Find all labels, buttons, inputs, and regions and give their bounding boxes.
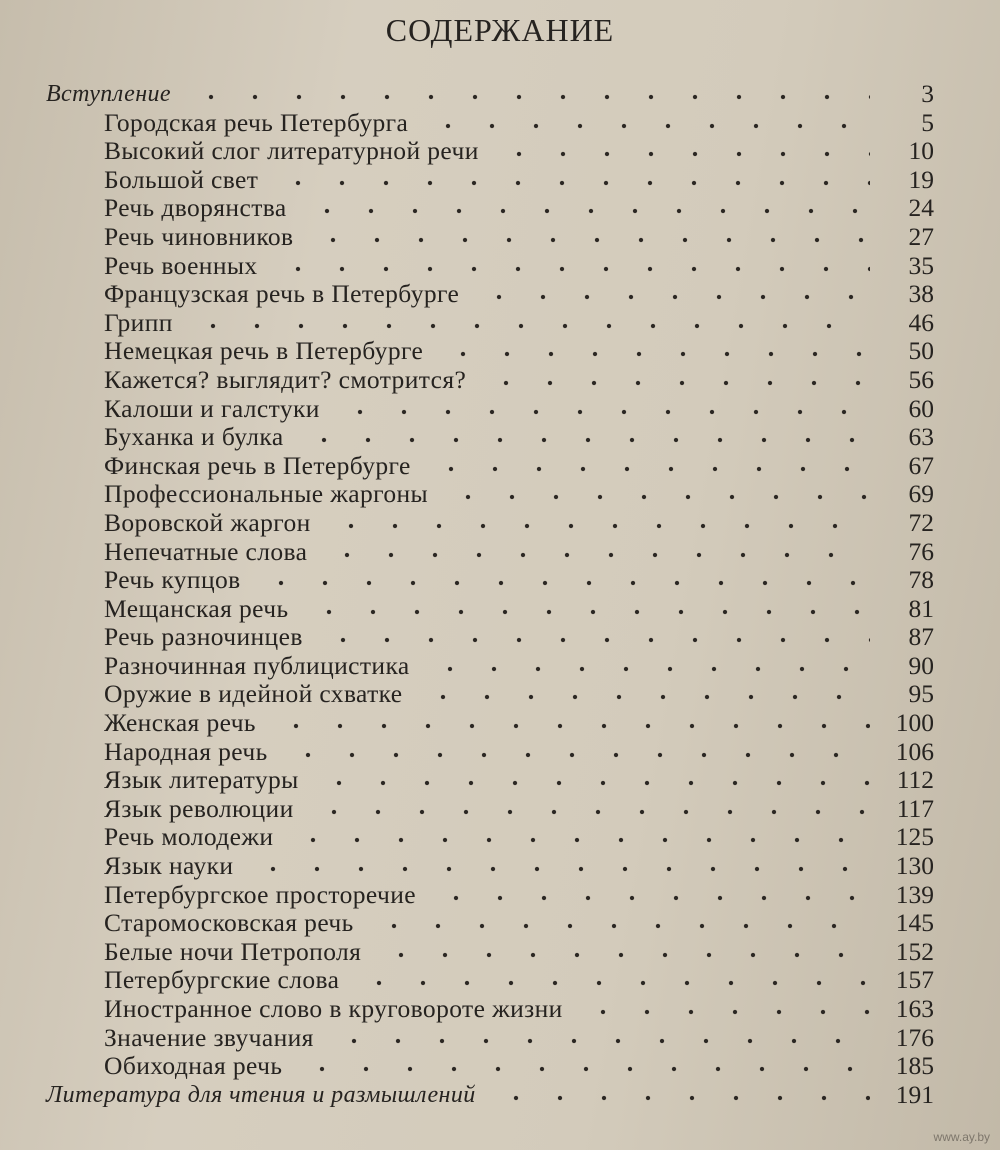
toc-entry-title: Французская речь в Петербурге <box>104 279 460 309</box>
dot-leader <box>428 666 870 672</box>
toc-entry-page-number: 106 <box>895 736 934 766</box>
dot-leader <box>312 809 870 815</box>
toc-entry-title: Вступление <box>46 81 171 107</box>
toc-entry-page-number: 5 <box>921 107 934 137</box>
toc-entry-page-number: 191 <box>895 1079 934 1109</box>
toc-entry <box>0 623 1000 652</box>
dot-leader <box>300 1066 870 1072</box>
toc-entry <box>0 194 1000 223</box>
watermark: www.ay.by <box>933 1130 990 1144</box>
toc-entry-title: Высокий слог литературной речи <box>104 136 479 166</box>
toc-entry <box>0 280 1000 309</box>
toc-entry-page-number: 125 <box>895 822 934 852</box>
toc-entry <box>0 1052 1000 1081</box>
toc-entry-title: Речь дворянства <box>104 193 287 223</box>
toc-entry-title: Непечатные слова <box>104 536 308 566</box>
dot-leader <box>329 523 870 529</box>
toc-entry-page-number: 19 <box>908 164 934 194</box>
dot-leader <box>291 837 870 843</box>
dot-leader <box>426 123 870 129</box>
toc-entry-page-number: 35 <box>908 250 934 280</box>
dot-leader <box>302 437 870 443</box>
toc-entry-title: Обиходная речь <box>104 1051 283 1081</box>
toc-entry-page-number: 163 <box>895 994 934 1023</box>
dot-leader <box>286 752 870 758</box>
toc-entry-title: Народная речь <box>104 736 268 766</box>
toc-entry <box>0 166 1000 195</box>
toc-entry <box>0 995 1000 1024</box>
dot-leader <box>191 323 870 329</box>
toc-entry-title: Язык революции <box>104 793 294 823</box>
dot-leader <box>434 895 870 901</box>
toc-entry-title: Разночинная публицистика <box>104 650 410 680</box>
dot-leader <box>477 294 870 300</box>
toc-entry-title: Оружие в идейной схватке <box>104 679 403 709</box>
toc-entry-page-number: 60 <box>908 393 934 423</box>
toc-entry-title: Кажется? выглядит? смотрится? <box>104 364 467 394</box>
dot-leader <box>332 1038 870 1044</box>
dot-leader <box>325 552 870 558</box>
dot-leader <box>581 1009 870 1015</box>
toc-entry-page-number: 24 <box>908 193 934 223</box>
toc-entry <box>0 652 1000 681</box>
toc-entry <box>0 452 1000 481</box>
dot-leader <box>379 952 870 958</box>
toc-entry <box>0 595 1000 624</box>
dot-leader <box>441 351 870 357</box>
toc-entry-page-number: 130 <box>895 851 934 881</box>
toc-entry-title: Петербургские слова <box>104 965 340 995</box>
toc-entry <box>0 680 1000 709</box>
toc-entry <box>0 966 1000 995</box>
toc-entry <box>0 109 1000 138</box>
toc-entry-page-number: 157 <box>895 965 934 995</box>
dot-leader <box>274 723 870 729</box>
toc-entry-page-number: 81 <box>908 593 934 623</box>
toc-entry-title: Большой свет <box>104 164 259 194</box>
dot-leader <box>276 180 870 186</box>
dot-leader <box>307 609 870 615</box>
toc-entry <box>0 252 1000 281</box>
toc-entry <box>0 909 1000 938</box>
dot-leader <box>259 580 870 586</box>
toc-entry-page-number: 176 <box>895 1022 934 1052</box>
toc-entry <box>0 137 1000 166</box>
toc-entry <box>0 423 1000 452</box>
dot-leader <box>484 380 870 386</box>
toc-entry-page-number: 100 <box>895 708 934 738</box>
toc-entry-page-number: 46 <box>908 307 934 337</box>
table-of-contents <box>0 80 1000 1109</box>
dot-leader <box>321 637 870 643</box>
toc-entry-page-number: 112 <box>896 765 934 795</box>
toc-entry-page-number: 63 <box>908 422 934 452</box>
toc-entry-page-number: 152 <box>895 936 934 966</box>
toc-entry-page-number: 145 <box>895 908 934 938</box>
dot-leader <box>497 151 870 157</box>
toc-entry-title: Грипп <box>104 307 173 337</box>
toc-entry <box>0 80 1000 109</box>
toc-entry-title: Профессиональные жаргоны <box>104 479 429 509</box>
toc-entry-title: Речь разночинцев <box>104 622 303 652</box>
page-title: СОДЕРЖАНИЕ <box>385 12 615 48</box>
dot-leader <box>372 923 870 929</box>
toc-entry <box>0 738 1000 767</box>
toc-entry-page-number: 117 <box>896 793 934 823</box>
toc-entry <box>0 538 1000 567</box>
toc-entry-page-number: 38 <box>908 279 934 309</box>
toc-entry-page-number: 67 <box>908 450 934 480</box>
toc-entry <box>0 480 1000 509</box>
toc-entry-title: Речь молодежи <box>104 822 274 852</box>
toc-entry-page-number: 185 <box>895 1051 934 1081</box>
toc-entry <box>0 795 1000 824</box>
toc-entry <box>0 395 1000 424</box>
toc-entry <box>0 566 1000 595</box>
toc-entry-title: Немецкая речь в Петербурге <box>104 336 424 366</box>
toc-entry-title: Старомосковская речь <box>104 908 354 938</box>
toc-entry-title: Воровской жаргон <box>104 507 311 537</box>
toc-entry-page-number: 69 <box>908 479 934 509</box>
toc-entry-page-number: 10 <box>908 136 934 166</box>
dot-leader <box>429 466 870 472</box>
toc-entry-page-number: 72 <box>908 507 934 537</box>
toc-entry <box>0 881 1000 910</box>
dot-leader <box>317 780 870 786</box>
toc-entry-title: Городская речь Петербурга <box>104 107 409 137</box>
toc-entry <box>0 709 1000 738</box>
dot-leader <box>251 866 870 872</box>
toc-entry-title: Мещанская речь <box>104 593 289 623</box>
dot-leader <box>276 266 870 272</box>
dot-leader <box>311 237 870 243</box>
dot-leader <box>305 208 870 214</box>
toc-entry-title: Буханка и булка <box>104 422 284 452</box>
toc-entry-title: Петербургское просторечие <box>104 879 416 909</box>
dot-leader <box>446 494 870 500</box>
toc-entry <box>0 766 1000 795</box>
toc-entry-title: Финская речь в Петербурге <box>104 450 411 480</box>
toc-entry <box>0 938 1000 967</box>
toc-entry <box>0 823 1000 852</box>
toc-entry-page-number: 87 <box>908 622 934 652</box>
dot-leader <box>421 694 870 700</box>
toc-entry <box>0 1081 1000 1110</box>
toc-entry-page-number: 3 <box>921 79 934 108</box>
dot-leader <box>357 980 870 986</box>
toc-entry-title: Речь чиновников <box>104 221 294 251</box>
toc-entry <box>0 1024 1000 1053</box>
toc-entry-title: Женская речь <box>104 708 256 738</box>
toc-entry-title: Речь военных <box>104 250 258 280</box>
toc-entry-title: Язык литературы <box>104 765 299 795</box>
toc-entry-title: Значение звучания <box>104 1022 314 1052</box>
toc-entry-title: Иностранное слово в круговороте жизни <box>104 994 563 1023</box>
toc-entry-title: Калоши и галстуки <box>104 393 320 423</box>
toc-entry <box>0 852 1000 881</box>
toc-entry-page-number: 78 <box>908 565 934 595</box>
toc-entry <box>0 223 1000 252</box>
dot-leader <box>189 94 870 100</box>
toc-entry-page-number: 27 <box>908 221 934 251</box>
toc-entry <box>0 366 1000 395</box>
toc-entry-page-number: 76 <box>908 536 934 566</box>
toc-entry-page-number: 50 <box>908 336 934 366</box>
toc-entry-page-number: 56 <box>908 364 934 394</box>
dot-leader <box>338 409 870 415</box>
toc-entry <box>0 337 1000 366</box>
toc-entry-title: Язык науки <box>104 851 234 881</box>
toc-entry-title: Речь купцов <box>104 565 241 595</box>
toc-entry-title: Литература для чтения и размышлений <box>46 1081 476 1108</box>
toc-entry-page-number: 90 <box>908 650 934 680</box>
toc-entry <box>0 509 1000 538</box>
toc-entry <box>0 309 1000 338</box>
toc-entry-page-number: 139 <box>895 879 934 909</box>
toc-entry-title: Белые ночи Петрополя <box>104 936 362 966</box>
dot-leader <box>494 1095 870 1101</box>
toc-entry-page-number: 95 <box>908 679 934 709</box>
